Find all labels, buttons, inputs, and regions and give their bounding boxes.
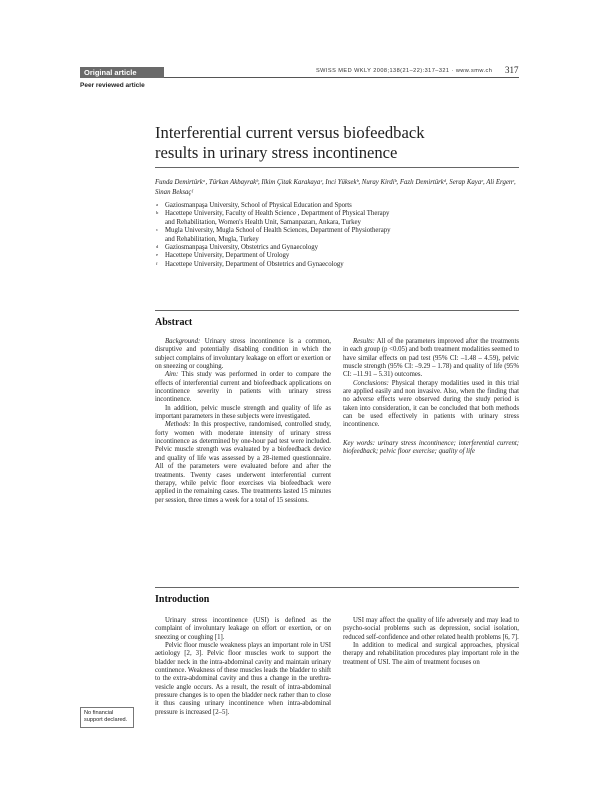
keywords-label: Key words: xyxy=(343,439,375,447)
title-line: results in urinary stress incontinence xyxy=(155,143,398,162)
results-label: Results: xyxy=(353,338,375,345)
affiliation-line: Gaziosmanpaşa University, Obstetrics and Gynaecology xyxy=(165,244,319,252)
conclusions-text: Physical therapy modalities used in this trial are applied easily and non invasive. Also, when the finding that no adverse effects were observed during the study period is taken into consideration, it can be concluded that both methods can be used effectively in patients with urinary stress incontinence. xyxy=(343,379,519,429)
methods-text: In this prospective, randomised, controlled study, forty women with moderate intensity of urinary stress incontinence as determined by one-hour pad test were included. Pelvic muscle strength was evaluated by a biofeedback device and quality of life was assessed by a 28-itemed questionnaire. All of the parameters were evaluated before and after the treatments. Twenty cases underwent interferential current therapy, while pelvic floor exercises via biofeedback were applied in the remaining cases. The treatments lasted 15 minutes per session, three times a week for a total of 15 sessions. xyxy=(155,421,331,504)
intro-paragraph: Urinary stress incontinence (USI) is defined as the complaint of involuntary leakage on effort or exertion, or on sneezing or coughing [1]. xyxy=(155,617,331,641)
author-list: Funda Demirtürkᵃ, Türkan Akbayrakᵇ, Ilkim Çitak Karakayaᶜ, Inci Yüksekᵇ, Nuray Kirdiᵇ, Fazlı Demirtürkᵈ, Serap Kayaᵉ, Ali Ergenᵉ, Sinan Beksaçᶠ xyxy=(155,179,516,196)
intro-column-left xyxy=(155,617,331,717)
abstract-results xyxy=(343,338,519,380)
affiliation-line: Hacettepe University, Faculty of Health Science , Department of Physical Therapy xyxy=(165,210,390,218)
keywords xyxy=(343,440,519,457)
affiliation-mark: f xyxy=(156,260,158,266)
introduction-rule xyxy=(155,587,519,588)
conclusions-label: Conclusions: xyxy=(353,379,389,387)
affiliation-mark: b xyxy=(156,210,159,216)
title-rule xyxy=(155,167,519,168)
affiliation-line: Hacettepe University, Department of Obstetrics and Gynaecology xyxy=(165,260,344,268)
affiliation-line: Hacettepe University, Department of Urology xyxy=(165,252,290,260)
page-number: 317 xyxy=(505,65,519,75)
abstract-aim xyxy=(155,371,331,404)
journal-reference: SWISS MED WKLY 2008;138(21–22):317–321 · www.smw.ch xyxy=(316,68,493,74)
abstract-column-right xyxy=(343,338,519,456)
abstract-aim-2: In addition, pelvic muscle strength and quality of life as important parameters in these subjects were investigated. xyxy=(155,404,331,421)
affiliation xyxy=(155,210,520,227)
funding-footnote: No financial support declared. xyxy=(80,707,134,728)
affiliation-mark: a xyxy=(156,202,159,207)
affiliation xyxy=(155,202,520,210)
affiliation-line: and Rehabilitation, Women's Health Unit, Samanpazarı, Ankara, Turkey xyxy=(165,218,361,226)
affiliation-line: Gaziosmanpaşa University, School of Physical Education and Sports xyxy=(165,202,352,209)
affiliation xyxy=(155,244,520,252)
abstract-conclusions xyxy=(343,380,519,430)
background-label: Background: xyxy=(165,338,201,345)
abstract-background xyxy=(155,338,331,371)
abstract-column-left xyxy=(155,338,331,505)
affiliation-line: and Rehabilitation, Mugla, Turkey xyxy=(165,235,259,243)
intro-paragraph: In addition to medical and surgical approaches, physical therapy and rehabilitation procedures play important role in the treatment of USI. The aim of treatment focuses on xyxy=(343,642,519,666)
affiliation-mark: c xyxy=(156,227,159,233)
abstract-heading: Abstract xyxy=(155,317,193,328)
affiliation-mark: e xyxy=(156,252,159,258)
methods-label: Methods: xyxy=(165,421,191,429)
intro-column-right xyxy=(343,617,519,667)
background-text: Urinary stress incontinence is a common, disruptive and potentially disabling condition in which the subject complains of involuntary leakage on effort or exertion or on sneezing or coughing. xyxy=(155,338,332,371)
intro-paragraph: Pelvic floor muscle weakness plays an important role in USI aetiology [2, 3]. Pelvic floor muscles work to support the bladder neck in the intra-abdominal cavity and maintain urinary continence. Weakness of these muscles leads the bladder to shift to the extra-abdominal cavity and thus a change in the urethra-vesicle angle occurs. As a result, the result of intra-abdominal pressure changes is to open the bladder neck rather than to close it thus causing urinary incontinence when intra-abdominal pressure is increased [2–5]. xyxy=(155,642,331,716)
affiliation-line: Mugla University, Mugla School of Health Sciences, Department of Physiotherapy xyxy=(165,227,391,235)
article-title xyxy=(155,123,525,163)
affiliation xyxy=(155,261,520,269)
intro-paragraph: USI may affect the quality of life adversely and may lead to psycho-social problems such as depression, social isolation, reduced self-confidence and other related health problems [6, 7]. xyxy=(343,617,519,641)
section-label: Original article xyxy=(80,67,164,78)
aim-text: This study was performed in order to compare the effects of interferential current and biofeedback applications on incontinence severity in patients with urinary stress incontinence. xyxy=(155,371,331,404)
introduction-heading: Introduction xyxy=(155,594,210,605)
affiliation xyxy=(155,252,520,260)
affiliation-mark: d xyxy=(156,244,159,250)
abstract-rule xyxy=(155,310,519,311)
aim-label: Aim: xyxy=(165,371,179,379)
header-rule xyxy=(164,77,519,78)
affiliation-list xyxy=(155,202,520,269)
affiliation xyxy=(155,227,520,244)
review-status: Peer reviewed article xyxy=(80,82,145,89)
abstract-methods xyxy=(155,421,331,504)
results-text: All of the parameters improved after the treatments in each group (p <0.05) and both treatment modalities seemed to have similar effects on pad test (95% CI: –1.48 – 4.59), pelvic muscle strength (95% CI: –9.29 – 1.78) and quality of life (95% CI: –11.91 – 5.31) outcomes. xyxy=(343,338,519,379)
keywords-text: urinary stress incontinence; interferential current; biofeedback; pelvic floor exercise; quality of life xyxy=(343,439,520,456)
title-line: Interferential current versus biofeedback xyxy=(155,123,425,142)
